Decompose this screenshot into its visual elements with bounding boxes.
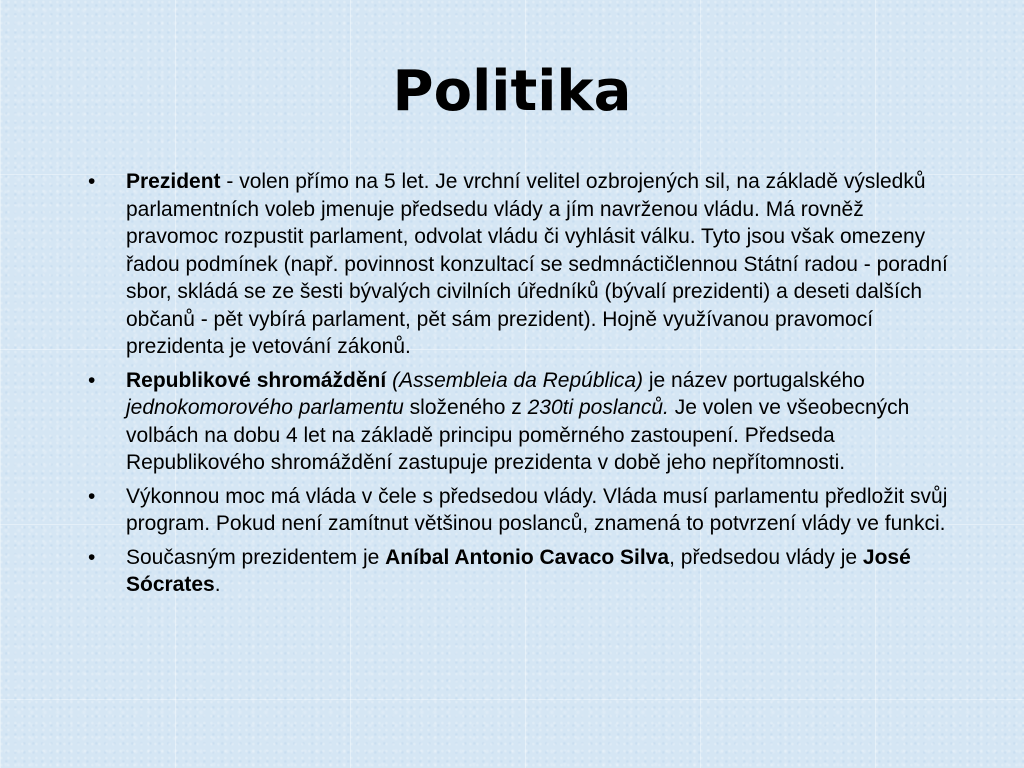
assembly-text-1: je název portugalského xyxy=(643,368,865,392)
bullet-executive xyxy=(88,483,948,538)
bullet-marker: • xyxy=(88,368,96,392)
bullet-assembly xyxy=(88,367,948,477)
bullet-president xyxy=(88,168,948,361)
president-text: - volen přímo na 5 let. Je vrchní velitel ozbrojených sil, na základě výsledků parlamentních voleb jmenuje předsedu vlády a jím navrženou vládu. Má rovněž pravomoc rozpustit parlament, odvolat vládu či vyhlásit válku. Tyto jsou však omezeny řadou podmínek (např. povinnost konzultací se sedmnáctičlennou Státní radou - poradní sbor, skládá se ze šesti bývalých civilních úředníků (bývalí prezidenti) a deseti dalších občanů - pět vybírá parlament, pět sám prezident). Hojně využívanou pravomocí prezidenta je vetování zákonů. xyxy=(126,170,948,358)
bullet-marker: • xyxy=(88,170,96,193)
leaders-text-1: Současným prezidentem je xyxy=(126,545,386,569)
bullet-list xyxy=(88,168,948,605)
president-term: Prezident xyxy=(126,170,221,193)
leaders-text-3: . xyxy=(214,573,221,596)
assembly-portuguese-name: (Assembleia da República) xyxy=(392,368,644,392)
bullet-marker: • xyxy=(88,484,96,508)
assembly-text-3: Je volen ve všeobecných volbách na dobu 4 let na základě principu poměrného zastoupení. Předseda Republikového shromáždění zastupuje prezidenta v době jeho nepřítomnosti. xyxy=(126,396,910,474)
assembly-parliament-type: jednokomorového parlamentu xyxy=(126,396,404,419)
executive-text: Výkonnou moc má vláda v čele s předsedou vlády. Vláda musí parlamentu předložit svůj program. Pokud není zamítnut většinou poslanců, znamená to potvrzení vlády ve funkci. xyxy=(126,484,948,535)
president-name: Aníbal Antonio Cavaco Silva xyxy=(385,545,670,569)
assembly-term: Republikové shromáždění xyxy=(126,368,387,392)
slide-title: Politika xyxy=(392,59,632,124)
bullet-marker: • xyxy=(88,545,96,569)
prime-minister-name: José Sócrates xyxy=(126,545,911,596)
leaders-text-2: , předsedou vlády je xyxy=(669,545,863,569)
bullet-current-leaders xyxy=(88,544,948,599)
assembly-deputies: 230ti poslanců. xyxy=(527,396,669,419)
assembly-text-2: složeného z xyxy=(403,396,528,419)
